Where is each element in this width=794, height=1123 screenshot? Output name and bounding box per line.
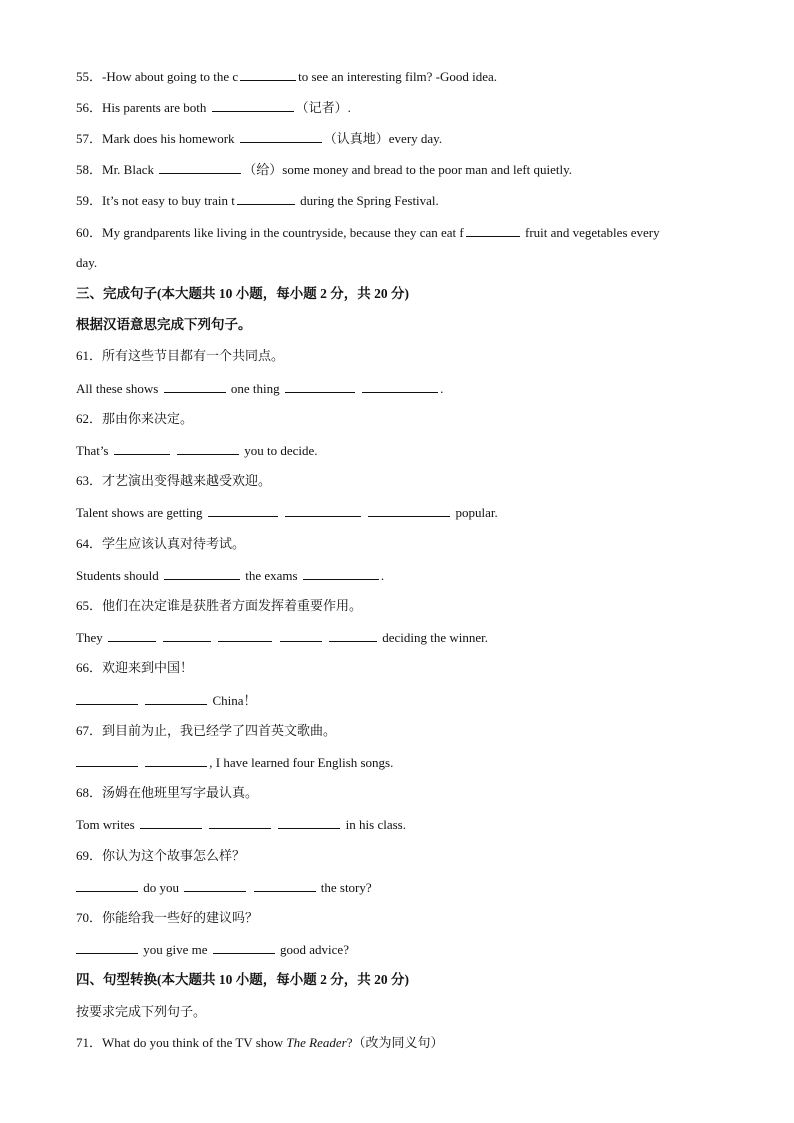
show-title: The Reader: [286, 1035, 347, 1050]
question-65-answer: [76, 629, 714, 646]
question-text: What do you think of the TV show: [102, 1035, 287, 1050]
answer-blank[interactable]: [254, 879, 316, 892]
question-66-prompt: 66．欢迎来到中国！: [76, 660, 194, 675]
answer-blank[interactable]: [240, 130, 322, 143]
question-number: 59．: [76, 193, 103, 208]
answer-blank[interactable]: [163, 629, 211, 642]
question-text: （认真地）every day.: [323, 131, 443, 146]
question-number: 58．: [76, 162, 103, 177]
answer-blank[interactable]: [209, 816, 271, 829]
question-number: 71．: [76, 1035, 103, 1050]
answer-blank[interactable]: [218, 629, 272, 642]
answer-text: popular.: [455, 505, 498, 520]
question-text: Mark does his homework: [102, 131, 235, 146]
question-68-prompt: 68．汤姆在他班里写字最认真。: [76, 785, 259, 800]
answer-blank[interactable]: [213, 941, 275, 954]
question-text: It’s not easy to buy train t: [102, 193, 235, 208]
question-text: ?（改为同义句）: [346, 1035, 444, 1050]
answer-blank[interactable]: [329, 629, 377, 642]
question-number: 57．: [76, 131, 103, 146]
answer-blank[interactable]: [368, 504, 450, 517]
question-59: [76, 192, 714, 209]
answer-text: do you: [143, 880, 179, 895]
question-69-prompt: 69．你认为这个故事怎么样？: [76, 848, 246, 863]
answer-blank[interactable]: [76, 879, 138, 892]
answer-blank[interactable]: [108, 629, 156, 642]
question-62-answer: [76, 442, 714, 459]
question-55: [76, 68, 714, 85]
answer-text: one thing: [230, 381, 280, 396]
answer-blank[interactable]: [164, 567, 240, 580]
question-63-prompt: 63．才艺演出变得越来越受欢迎。: [76, 473, 272, 488]
answer-blank[interactable]: [285, 504, 361, 517]
answer-blank[interactable]: [240, 68, 296, 81]
answer-blank[interactable]: [114, 442, 170, 455]
answer-text: That’s: [76, 443, 109, 458]
answer-blank[interactable]: [212, 99, 294, 112]
question-64-answer: [76, 567, 714, 584]
question-text: fruit and vegetables every: [524, 225, 660, 240]
answer-blank[interactable]: [145, 692, 207, 705]
question-text: day.: [76, 255, 98, 270]
answer-text: All these shows: [76, 381, 159, 396]
answer-text: .: [440, 381, 444, 396]
question-61-prompt: 61．所有这些节目都有一个共同点。: [76, 348, 285, 363]
question-text: to see an interesting film? -Good idea.: [298, 69, 498, 84]
section-3-title: 三、完成句子(本大题共 10 小题，每小题 2 分，共 20 分): [76, 286, 409, 301]
answer-blank[interactable]: [466, 224, 520, 237]
answer-text: the story?: [320, 880, 372, 895]
question-number: 56．: [76, 100, 103, 115]
answer-text: Tom writes: [76, 817, 135, 832]
answer-blank[interactable]: [76, 692, 138, 705]
question-text: -How about going to the c: [102, 69, 239, 84]
section-4-instruction: 按要求完成下列句子。: [76, 1004, 207, 1019]
answer-text: .: [380, 568, 385, 583]
question-61-answer: [76, 380, 714, 397]
answer-text: deciding the winner.: [382, 630, 488, 645]
answer-blank[interactable]: [76, 754, 138, 767]
question-text: His parents are both: [102, 100, 207, 115]
question-number: 55．: [76, 69, 103, 84]
question-58: [76, 161, 714, 178]
question-text: （给）some money and bread to the poor man and left quietly.: [243, 162, 573, 177]
question-63-answer: [76, 504, 714, 521]
question-number: 60．: [76, 225, 103, 240]
answer-text: you give me: [143, 942, 208, 957]
question-71: [76, 1035, 714, 1051]
answer-blank[interactable]: [285, 380, 355, 393]
answer-text: good advice?: [280, 942, 349, 957]
answer-blank[interactable]: [159, 161, 241, 174]
answer-text: you to decide.: [244, 443, 318, 458]
answer-blank[interactable]: [303, 567, 379, 580]
answer-text: Students should: [76, 568, 159, 583]
answer-blank[interactable]: [184, 879, 246, 892]
question-text: Mr. Black: [102, 162, 155, 177]
answer-text: They: [76, 630, 103, 645]
answer-blank[interactable]: [278, 816, 340, 829]
answer-blank[interactable]: [140, 816, 202, 829]
question-text: during the Spring Festival.: [300, 193, 439, 208]
answer-blank[interactable]: [177, 442, 239, 455]
answer-text: , I have learned four English songs.: [209, 755, 394, 770]
question-70-prompt: 70．你能给我一些好的建议吗？: [76, 910, 259, 925]
answer-text: China！: [212, 693, 257, 708]
question-text: My grandparents like living in the countryside, because they can eat f: [102, 225, 464, 240]
answer-text: the exams: [245, 568, 298, 583]
answer-blank[interactable]: [76, 941, 138, 954]
answer-text: in his class.: [345, 817, 406, 832]
answer-text: Talent shows are getting: [76, 505, 203, 520]
question-62-prompt: 62．那由你来决定。: [76, 411, 194, 426]
question-69-answer: [76, 879, 714, 896]
question-68-answer: [76, 816, 714, 833]
section-4-title: 四、句型转换(本大题共 10 小题，每小题 2 分，共 20 分): [76, 972, 409, 987]
answer-blank[interactable]: [145, 754, 207, 767]
answer-blank[interactable]: [237, 192, 295, 205]
question-60-continued: [76, 255, 714, 271]
question-64-prompt: 64．学生应该认真对待考试。: [76, 536, 246, 551]
question-text: （记者）.: [295, 100, 351, 115]
answer-blank[interactable]: [208, 504, 278, 517]
question-70-answer: [76, 941, 714, 958]
answer-blank[interactable]: [362, 380, 438, 393]
question-65-prompt: 65．他们在决定谁是获胜者方面发挥着重要作用。: [76, 598, 363, 613]
question-67-prompt: 67．到目前为止，我已经学了四首英文歌曲。: [76, 723, 337, 738]
answer-blank[interactable]: [164, 380, 226, 393]
question-67-answer: [76, 754, 714, 771]
answer-blank[interactable]: [280, 629, 322, 642]
question-66-answer: [76, 692, 714, 709]
question-56: [76, 99, 714, 116]
question-60: [76, 224, 714, 241]
question-57: [76, 130, 714, 147]
section-3-instruction: 根据汉语意思完成下列句子。: [76, 317, 252, 332]
